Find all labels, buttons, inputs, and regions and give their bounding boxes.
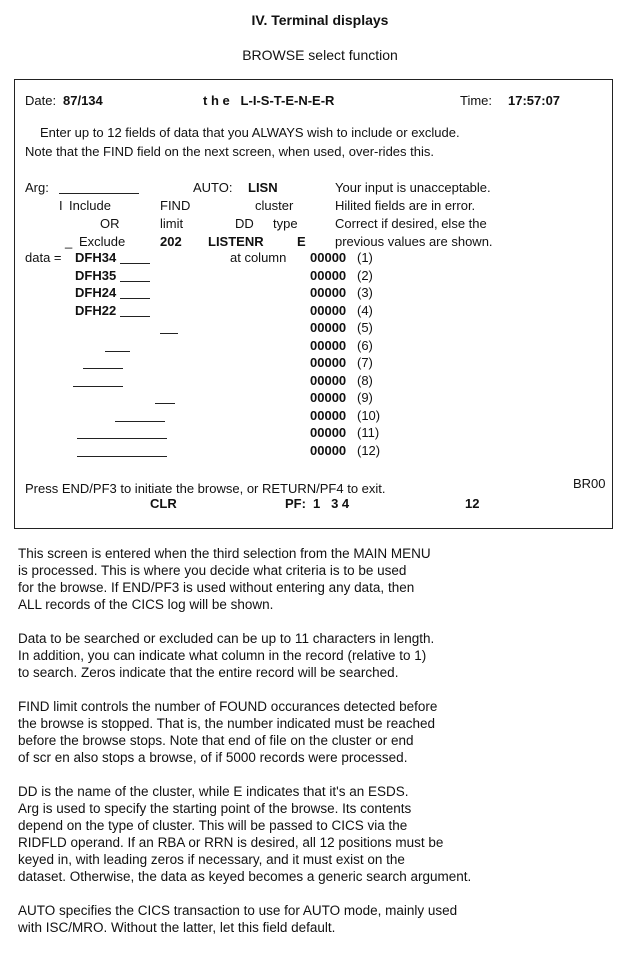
row-number: (8) (357, 372, 373, 388)
data-field-underline (83, 368, 123, 369)
message-line-4: previous values are shown. (335, 234, 493, 249)
data-field-underline (160, 333, 178, 334)
row-number: (9) (357, 390, 373, 405)
data-field-underline (115, 421, 165, 422)
column-field[interactable]: 00000 (310, 320, 347, 335)
paragraph-5: AUTO specifies the CICS transaction to use for AUTO mode, mainly used with ISC/MRO. Without the latter, let this field default. (18, 903, 458, 935)
arg-field[interactable] (59, 193, 139, 194)
data-label: data = (25, 250, 62, 265)
column-field[interactable]: 00000 (310, 390, 347, 405)
dd-label: DD (235, 216, 254, 231)
exclude-label: Exclude (79, 234, 126, 249)
data-field-underline (120, 298, 150, 299)
data-field-underline (105, 351, 130, 352)
row-number: (6) (357, 337, 373, 353)
cluster-label: cluster (255, 198, 294, 213)
paragraph-1: This screen is entered when the third selection from the MAIN MENU is processed. This is where you decide what criteria is to be used for the browse. If END/PF3 is used without entering any data, then ALL records of the CICS log will be shown. (18, 546, 431, 612)
limit-label: limit (160, 216, 184, 231)
auto-label: AUTO: (193, 180, 233, 195)
type-label: type (273, 216, 298, 231)
data-field-underline (77, 456, 167, 457)
arg-label: Arg: (25, 180, 49, 195)
time-value: 17:57:07 (508, 93, 561, 108)
include-label: Include (69, 198, 111, 213)
row-number: (7) (357, 355, 373, 370)
column-field[interactable]: 00000 (310, 442, 347, 458)
find-label: FIND (160, 198, 191, 213)
message-line-1: Your input is unacceptable. (335, 180, 491, 195)
data-field-underline (120, 316, 150, 317)
exclude-prefix[interactable]: _ (65, 234, 73, 249)
column-field[interactable]: 00000 (310, 267, 347, 283)
column-field[interactable]: 00000 (310, 285, 347, 300)
date-value: 87/134 (63, 93, 103, 108)
data-field[interactable]: DFH35 (75, 267, 117, 283)
row-number: (10) (357, 407, 381, 423)
clr-key[interactable]: CLR (150, 496, 177, 511)
at-column-label: at column (230, 250, 287, 265)
data-field-underline (120, 263, 150, 264)
data-field[interactable]: DFH24 (75, 285, 117, 300)
column-field[interactable]: 00000 (310, 355, 347, 370)
data-field[interactable]: DFH34 (75, 250, 117, 265)
row-number: (4) (357, 302, 373, 318)
row-number: (2) (357, 267, 373, 283)
pf-keys[interactable]: 1 3 4 (313, 496, 350, 511)
auto-value[interactable]: LISN (248, 180, 278, 195)
column-field[interactable]: 00000 (310, 302, 347, 318)
data-field-underline (120, 281, 150, 282)
instruction-line-2: Note that the FIND field on the next screen, when used, over-rides this. (25, 144, 434, 159)
data-field-underline (77, 438, 167, 439)
app-title: t h e L-I-S-T-E-N-E-R (203, 93, 335, 108)
page-subtitle: BROWSE select function (242, 47, 398, 63)
pf-12-key[interactable]: 12 (465, 496, 480, 511)
footer-instruction: Press END/PF3 to initiate the browse, or RETURN/PF4 to exit. (25, 481, 386, 496)
data-field[interactable]: DFH22 (75, 302, 117, 318)
instruction-line-1: Enter up to 12 fields of data that you ALWAYS wish to include or exclude. (40, 125, 460, 140)
row-number: (5) (357, 320, 373, 335)
screen-id: BR00 (573, 476, 606, 491)
paragraph-3: FIND limit controls the number of FOUND occurances detected before the browse is stopped. That is, the number indicated must be reached before the browse stops. Note that end of file on the cluster or end of scr en also stops a browse, of if 5000 records were processed. (18, 699, 438, 765)
column-field[interactable]: 00000 (310, 337, 347, 353)
column-field[interactable]: 00000 (310, 250, 347, 265)
find-limit-value[interactable]: 202 (160, 234, 182, 249)
type-value: E (297, 234, 306, 249)
date-label: Date: (25, 93, 57, 108)
row-number: (1) (357, 250, 373, 265)
message-line-3: Correct if desired, else the (335, 216, 487, 231)
terminal-screen (14, 79, 613, 529)
pf-label: PF: (285, 496, 306, 511)
row-number: (12) (357, 442, 381, 458)
message-line-2: Hilited fields are in error. (335, 198, 476, 213)
paragraph-4: DD is the name of the cluster, while E indicates that it's an ESDS. Arg is used to specify the starting point of the browse. Its contents depend on the type of cluster. This will be passed to CICS via the RIDFLD operand. If an RBA or RRN is desired, all 12 positions must be keyed in, with leading zeros if necessary, and it must exist on the dataset. Otherwise, the data as keyed becomes a generic search argument. (18, 784, 472, 884)
data-field-underline (155, 403, 175, 404)
page-title: IV. Terminal displays (251, 12, 389, 28)
column-field[interactable]: 00000 (310, 425, 347, 440)
description-text (18, 545, 618, 953)
include-prefix[interactable]: I (59, 198, 63, 213)
row-number: (11) (357, 425, 380, 440)
or-label: OR (100, 216, 120, 231)
column-field[interactable]: 00000 (310, 372, 347, 388)
paragraph-2: Data to be searched or excluded can be up to 11 characters in length. In addition, you can indicate what column in the record (relative to 1) to search. Zeros indicate that the entire record will be searched. (18, 631, 435, 680)
row-number: (3) (357, 285, 373, 300)
dd-value[interactable]: LISTENR (208, 234, 264, 249)
time-label: Time: (460, 93, 493, 108)
data-field-underline (73, 386, 123, 387)
column-field[interactable]: 00000 (310, 407, 347, 423)
